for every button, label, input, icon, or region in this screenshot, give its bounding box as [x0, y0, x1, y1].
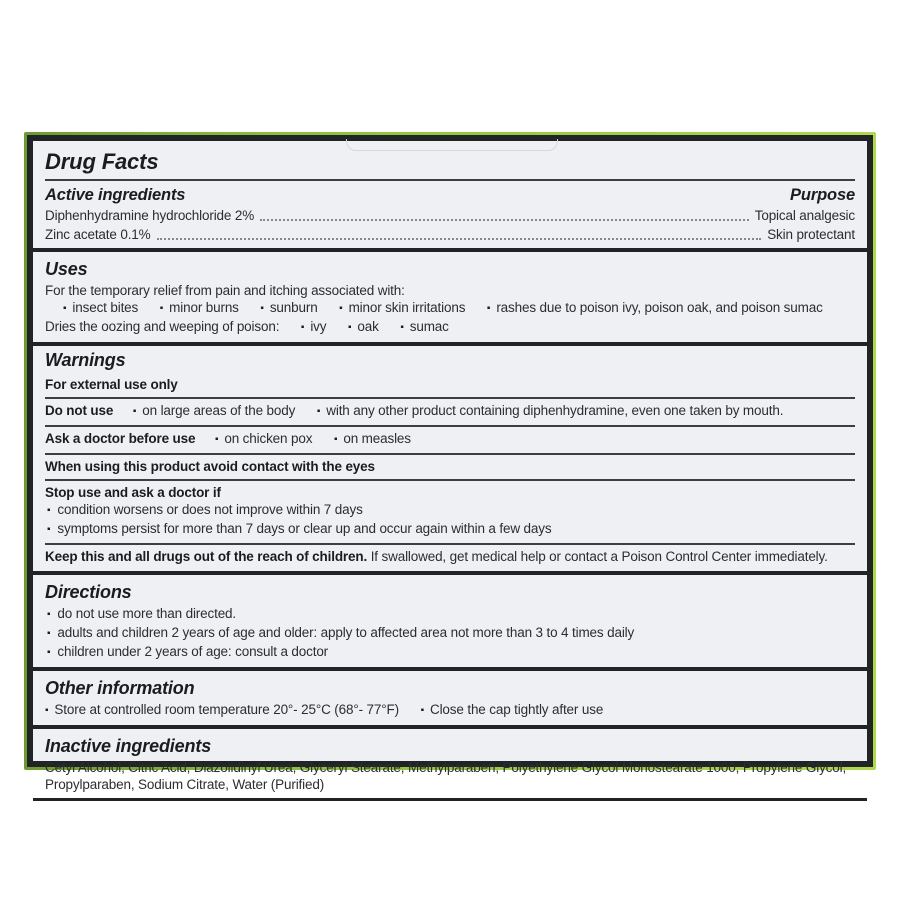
do-not-use-bullet: ▪ on large areas of the body: [133, 403, 295, 418]
active-ingredients-heading: Active ingredients: [45, 186, 186, 204]
uses-dries-label: Dries the oozing and weeping of poison:: [45, 319, 280, 334]
drug-facts-panel: [27, 135, 873, 792]
dotted-leader: [260, 219, 749, 221]
active-ingredients-header-row: [45, 183, 855, 206]
uses-bullet: ▪ minor burns: [160, 300, 239, 315]
uses-dries-bullet: ▪ oak: [348, 319, 379, 334]
uses-dries-bullet: ▪ ivy: [301, 319, 326, 334]
drug-facts-title: Drug Facts: [45, 149, 159, 174]
ingredient-name: Zinc acetate 0.1%: [45, 227, 151, 242]
directions-heading: Directions: [45, 582, 132, 602]
when-using-label: When using this product avoid contact with the eyes: [45, 459, 375, 474]
uses-bullets: [45, 299, 855, 318]
warnings-when-using-row: [45, 453, 855, 479]
external-use-label: For external use only: [45, 377, 178, 392]
directions-bullet: ▪ do not use more than directed.: [45, 605, 855, 624]
active-ingredient-row: [45, 225, 855, 248]
product-box-edge: [24, 132, 876, 792]
uses-dries-bullet: ▪ sumac: [400, 319, 448, 334]
dotted-leader: [157, 238, 762, 240]
warnings-stop-use-row: [45, 479, 855, 543]
purpose-heading: Purpose: [790, 186, 855, 204]
section-other-information: [45, 671, 855, 725]
ask-doctor-bullet: ▪ on measles: [334, 431, 411, 446]
warnings-keep-row: [45, 543, 855, 571]
other-information-row: [45, 701, 855, 720]
title-divider: [45, 179, 855, 181]
box-flap-seam: [346, 139, 558, 151]
warnings-do-not-use-row: [45, 397, 855, 425]
section-uses: [45, 252, 855, 342]
other-information-bullet: ▪ Close the cap tightly after use: [421, 702, 604, 717]
uses-bullet: ▪ insect bites: [63, 300, 138, 315]
uses-bullet: ▪ minor skin irritations: [339, 300, 465, 315]
uses-intro: For the temporary relief from pain and itching associated with:: [45, 283, 405, 298]
other-information-bullet: ▪ Store at controlled room temperature 20°- 25°C (68°- 77°F): [45, 702, 399, 717]
active-ingredient-row: [45, 206, 855, 225]
uses-bullet: ▪ sunburn: [260, 300, 317, 315]
ask-doctor-bullet: ▪ on chicken pox: [215, 431, 312, 446]
keep-out-of-reach-text: If swallowed, get medical help or contact a Poison Control Center immediately.: [370, 549, 828, 564]
stop-use-bullet: ▪ condition worsens or does not improve within 7 days: [45, 501, 855, 520]
directions-bullet: ▪ adults and children 2 years of age and older: apply to affected area not more than 3 to 4 times daily: [45, 624, 855, 643]
inactive-ingredients-heading: Inactive ingredients: [45, 736, 212, 756]
warnings-external-row: [45, 373, 855, 397]
warnings-heading: Warnings: [45, 350, 126, 370]
do-not-use-bullet: ▪ with any other product containing diphenhydramine, even one taken by mouth.: [317, 403, 783, 418]
stop-use-bullet: ▪ symptoms persist for more than 7 days or clear up and occur again within a few days: [45, 520, 855, 539]
empty-label-strip: [45, 801, 855, 827]
keep-out-of-reach-label: Keep this and all drugs out of the reach of children.: [45, 549, 368, 564]
inactive-ingredients-text: Cetyl Alcohol, Citric Acid, Diazolidinyl Urea, Glyceryl Stearate, Methylparaben, Polyethylene Glycol Monostearate 1000, Propylene Glycol, Propylparaben, Sodium Citrate, Water (Purified): [45, 760, 847, 792]
warnings-ask-doctor-row: [45, 425, 855, 453]
uses-dries-row: [45, 318, 855, 337]
ingredient-name: Diphenhydramine hydrochloride 2%: [45, 208, 255, 223]
ask-doctor-label: Ask a doctor before use: [45, 431, 196, 446]
ingredient-purpose: Topical analgesic: [754, 208, 855, 223]
uses-bullet: ▪ rashes due to poison ivy, poison oak, and poison sumac: [487, 300, 823, 315]
directions-bullet: ▪ children under 2 years of age: consult a doctor: [45, 643, 855, 662]
section-warnings: [45, 346, 855, 571]
do-not-use-label: Do not use: [45, 403, 114, 418]
ingredient-purpose: Skin protectant: [767, 227, 855, 242]
other-information-heading: Other information: [45, 678, 195, 698]
stop-use-label: Stop use and ask a doctor if: [45, 485, 221, 500]
section-inactive-ingredients: [45, 729, 855, 798]
uses-heading: Uses: [45, 259, 88, 279]
section-directions: [45, 575, 855, 667]
